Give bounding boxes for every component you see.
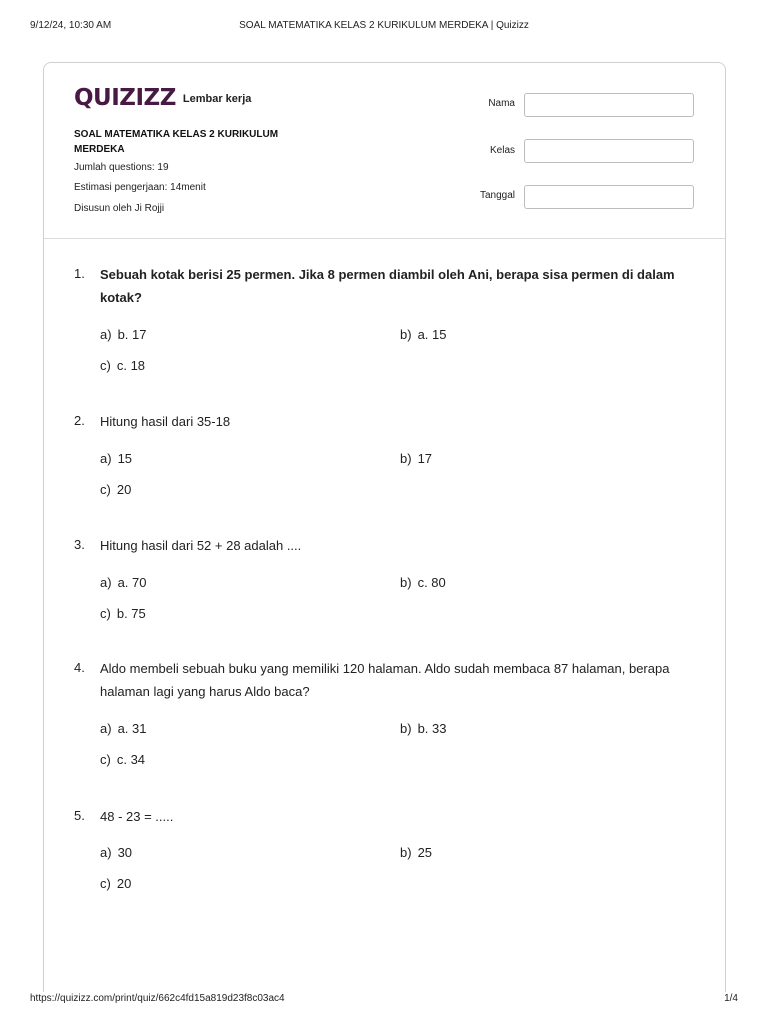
option-letter: a) (100, 575, 112, 590)
option-letter: a) (100, 721, 112, 736)
question-text: Hitung hasil dari 35-18 (100, 414, 231, 429)
option-letter: c) (100, 876, 111, 891)
option-letter: b) (400, 575, 412, 590)
option-text: 20 (116, 876, 132, 891)
option-b[interactable] (400, 721, 446, 736)
print-date: 9/12/24, 10:30 AM (30, 20, 112, 31)
print-url: https://quizizz.com/print/quiz/662c4fd15a819d23f8c03ac4 (30, 993, 285, 1004)
option-letter: b) (400, 451, 412, 466)
option-text: c. 18 (116, 358, 146, 373)
print-header (30, 20, 738, 34)
name-label: Nama (488, 98, 515, 109)
option-text: 17 (417, 451, 433, 466)
worksheet-label: Lembar kerja (182, 93, 252, 105)
option-letter: a) (100, 845, 112, 860)
page-number: 1/4 (724, 993, 738, 1004)
option-text: b. 75 (116, 606, 146, 621)
worksheet (43, 62, 726, 992)
print-footer (30, 993, 738, 1007)
question-text: Hitung hasil dari 52 + 28 adalah .... (100, 538, 302, 553)
class-field[interactable] (524, 139, 694, 163)
option-letter: b) (400, 721, 412, 736)
option-text: a. 15 (417, 327, 447, 342)
option-text: b. 33 (417, 721, 447, 736)
option-c[interactable] (100, 606, 146, 621)
option-text: 20 (116, 482, 132, 497)
name-field[interactable] (524, 93, 694, 117)
option-letter: c) (100, 358, 111, 373)
option-a[interactable] (100, 721, 146, 736)
worksheet-header (44, 63, 725, 239)
option-c[interactable] (100, 482, 131, 497)
question-count: Jumlah questions: 19 (74, 162, 169, 173)
option-letter: a) (100, 327, 112, 342)
time-estimate: Estimasi pengerjaan: 14menit (74, 182, 206, 193)
option-letter: c) (100, 482, 111, 497)
option-text: a. 70 (117, 575, 147, 590)
question-item (74, 263, 685, 383)
option-b[interactable] (400, 575, 446, 590)
option-text: 25 (417, 845, 433, 860)
question-number: 1. (74, 266, 85, 281)
option-a[interactable] (100, 575, 146, 590)
date-label: Tanggal (479, 190, 515, 201)
quiz-title: SOAL MATEMATIKA KELAS 2 KURIKULUM MERDEKA (74, 129, 279, 155)
option-b[interactable] (400, 451, 432, 466)
date-field[interactable] (524, 185, 694, 209)
question-item (74, 534, 685, 634)
option-letter: b) (400, 845, 412, 860)
option-a[interactable] (100, 327, 146, 342)
option-text: c. 34 (116, 752, 146, 767)
option-c[interactable] (100, 876, 131, 891)
option-letter: b) (400, 327, 412, 342)
question-number: 4. (74, 660, 85, 675)
question-number: 2. (74, 413, 85, 428)
quizizz-logo: QUIZIZZ (74, 85, 176, 111)
option-letter: c) (100, 606, 111, 621)
option-b[interactable] (400, 327, 446, 342)
option-c[interactable] (100, 752, 145, 767)
question-item (74, 805, 685, 905)
question-text: 48 - 23 = ..... (100, 809, 174, 824)
question-number: 5. (74, 808, 85, 823)
print-title: SOAL MATEMATIKA KELAS 2 KURIKULUM MERDEKA | Quizizz (239, 20, 529, 31)
question-item (74, 410, 685, 510)
option-letter: a) (100, 451, 112, 466)
question-text: Sebuah kotak berisi 25 permen. Jika 8 permen diambil oleh Ani, berapa sisa permen di dalam kotak? (100, 267, 675, 305)
option-a[interactable] (100, 845, 132, 860)
class-label: Kelas (489, 145, 515, 156)
option-text: b. 17 (117, 327, 147, 342)
option-text: a. 31 (117, 721, 147, 736)
option-c[interactable] (100, 358, 145, 373)
option-letter: c) (100, 752, 111, 767)
author: Disusun oleh Ji Rojji (74, 203, 165, 214)
question-item (74, 657, 685, 777)
option-text: c. 80 (417, 575, 446, 590)
question-number: 3. (74, 537, 85, 552)
brand (74, 85, 251, 111)
question-text: Aldo membeli sebuah buku yang memiliki 120 halaman. Aldo sudah membaca 87 halaman, berapa halaman lagi yang harus Aldo baca? (100, 661, 670, 699)
option-b[interactable] (400, 845, 432, 860)
option-text: 15 (117, 451, 133, 466)
option-text: 30 (117, 845, 133, 860)
option-a[interactable] (100, 451, 132, 466)
